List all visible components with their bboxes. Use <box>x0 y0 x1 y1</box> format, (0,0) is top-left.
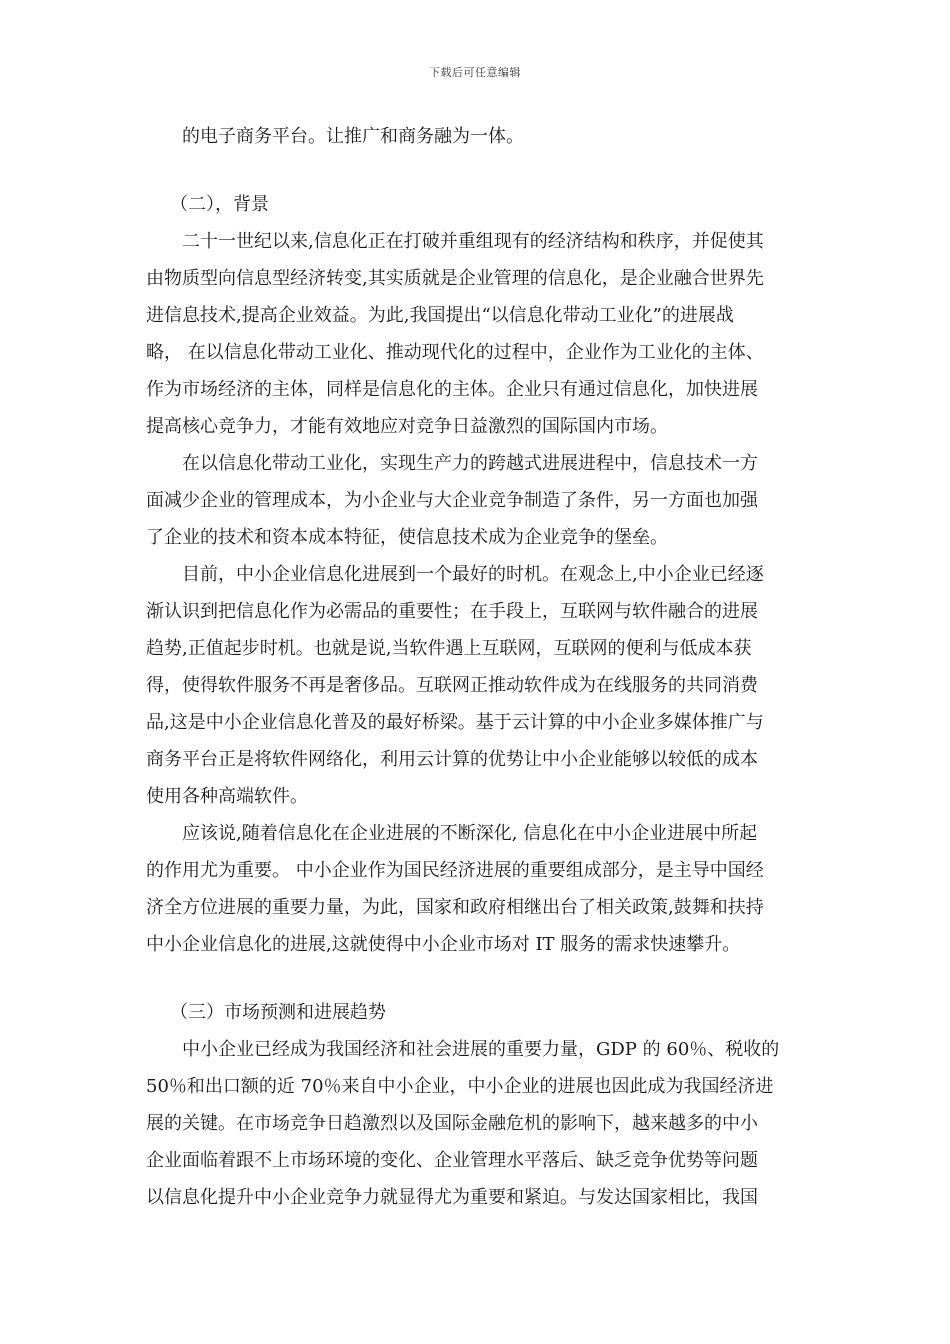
text-line: 使用各种高端软件。 <box>146 786 308 807</box>
text-line: 提高核心竞争力，才能有效地应对竞争日益激烈的国际国内市场。 <box>146 416 668 437</box>
text-line: 了企业的技术和资本成本特征，使信息技术成为企业竞争的堡垒。 <box>146 527 668 548</box>
text-line: 商务平台正是将软件网络化，利用云计算的优势让中小企业能够以较低的成本 <box>146 749 758 770</box>
text-line: 展的关键。在市场竞争日趋激烈以及国际金融危机的影响下，越来越多的中小 <box>146 1113 758 1134</box>
section-heading: （二），背景 <box>170 194 269 215</box>
text-line: 作为市场经济的主体，同样是信息化的主体。企业只有通过信息化，加快进展 <box>146 379 758 400</box>
text-line: 中小企业已经成为我国经济和社会进展的重要力量，GDP 的 60％、税收的 <box>182 1039 780 1060</box>
text-line: 二十一世纪以来,信息化正在打破并重组现有的经济结构和秩序，并促使其 <box>182 231 764 252</box>
text-line: 以信息化提升中小企业竞争力就显得尤为重要和紧迫。与发达国家相比，我国 <box>146 1187 758 1208</box>
text-line: 略， 在以信息化带动工业化、推动现代化的过程中，企业作为工业化的主体、 <box>146 342 764 363</box>
text-line: 企业面临着跟不上市场环境的变化、企业管理水平落后、缺乏竞争优势等问题 <box>146 1150 758 1171</box>
text-line: 在以信息化带动工业化，实现生产力的跨越式进展进程中，信息技术一方 <box>182 453 758 474</box>
text-line: 得，使得软件服务不再是奢侈品。互联网正推动软件成为在线服务的共同消费 <box>146 675 758 696</box>
text-line: 济全方位进展的重要力量，为此，国家和政府相继出台了相关政策,鼓舞和扶持 <box>146 897 764 918</box>
text-line: 目前，中小企业信息化进展到一个最好的时机。在观念上,中小企业已经逐 <box>182 564 764 585</box>
text-line: 面减少企业的管理成本，为小企业与大企业竞争制造了条件，另一方面也加强 <box>146 490 758 511</box>
text-line: 品,这是中小企业信息化普及的最好桥梁。基于云计算的中小企业多媒体推广与 <box>146 712 764 733</box>
text-line: 中小企业信息化的进展,这就使得中小企业市场对 IT 服务的需求快速攀升。 <box>146 934 741 955</box>
text-line: 由物质型向信息型经济转变,其实质就是企业管理的信息化，是企业融合世界先 <box>146 268 764 289</box>
section-heading: （三）市场预测和进展趋势 <box>170 1002 386 1023</box>
text-line: 的电子商务平台。让推广和商务融为一体。 <box>182 126 524 147</box>
text-line: 渐认识到把信息化作为必需品的重要性；在手段上，互联网与软件融合的进展 <box>146 601 758 622</box>
text-line: 进信息技术,提高企业效益。为此,我国提出“以信息化带动工业化”的进展战 <box>146 305 734 326</box>
text-line: 的作用尤为重要。 中小企业作为国民经济进展的重要组成部分，是主导中国经 <box>146 860 764 881</box>
text-line: 50％和出口额的近 70％来自中小企业，中小企业的进展也因此成为我国经济进 <box>146 1076 774 1097</box>
text-line: 应该说,随着信息化在企业进展的不断深化, 信息化在中小企业进展中所起 <box>182 823 758 844</box>
text-line: 趋势,正值起步时机。也就是说,当软件遇上互联网，互联网的便利与低成本获 <box>146 638 752 659</box>
page-header: 下载后可任意编辑 <box>429 66 521 79</box>
